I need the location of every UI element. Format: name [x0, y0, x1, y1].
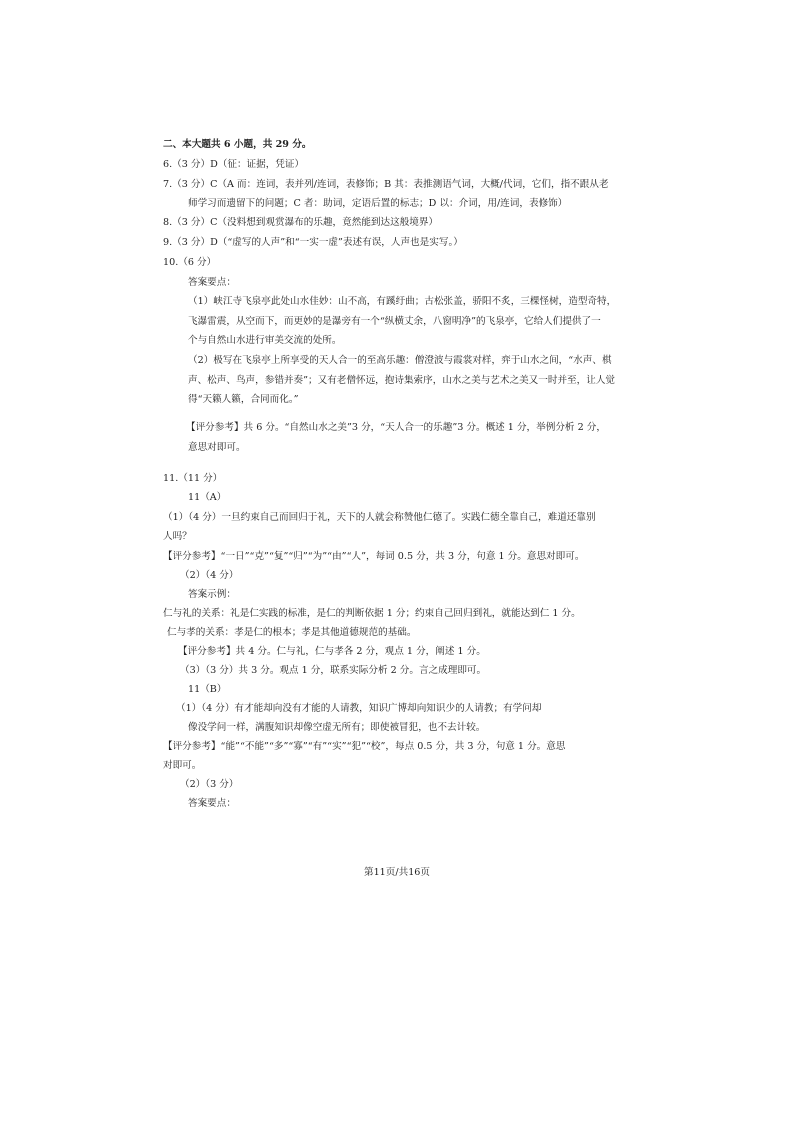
section-heading: 二、本大题共 6 小题，共 29 分。 [163, 139, 312, 150]
answer-11a-2-relation1: 仁与礼的关系：礼是仁实践的标准，是仁的判断依据 1 分；约束自己回归到礼，就能达到仁 1 分。 [163, 608, 581, 619]
answer-10-point2-cont: 声、松声、鸟声，参错并奏”；又有老僧怀远，抱诗集索序，山水之美与艺术之美又一时并至，让人觉 [188, 375, 616, 386]
answer-9: 9.（3 分）D（“虚写的人声”和“一实一虚”表述有误，人声也是实写。） [163, 237, 463, 248]
answer-11b-1: （1）（4 分）有才能却向没有才能的人请教，知识广博却向知识少的人请教；有学问却 [176, 703, 542, 714]
answer-11a: 11（A） [188, 492, 227, 503]
answer-11b-2-label: 答案要点： [188, 798, 236, 809]
answer-11b-2: （2）（3 分） [180, 779, 239, 790]
answer-11a-2: （2）（4 分） [180, 570, 239, 581]
answer-10-scoring-cont: 意思对即可。 [188, 442, 246, 453]
answer-11a-2-label: 答案示例： [188, 589, 236, 600]
answer-10-scoring: 【评分参考】共 6 分。“自然山水之美”3 分，“天人合一的乐趣”3 分。概述 1 分，举例分析 2 分， [186, 422, 606, 433]
answer-11: 11.（11 分） [163, 473, 223, 484]
answer-11b-1-scoring: 【评分参考】“能”“不能”“多”“寡”“有”“实”“犯”“校”，每点 0.5 分，共 3 分，句意 1 分。意思 [163, 741, 566, 752]
answer-7-cont: 师学习而遗留下的问题；C 者：助词，定语后置的标志；D 以：介词，用/连词，表修饰） [188, 198, 568, 209]
answer-8: 8.（3 分）C（没料想到观赏瀑布的乐趣，竟然能到达这般境界） [163, 217, 439, 228]
answer-11a-2-scoring: 【评分参考】共 4 分。仁与礼，仁与孝各 2 分，观点 1 分，阐述 1 分。 [178, 646, 486, 657]
answer-11a-3: （3）（3 分）共 3 分。观点 1 分，联系实际分析 2 分。言之成理即可。 [180, 665, 487, 676]
answer-10-point1-cont: 飞瀑雷震，从空而下，而更妙的是瀑旁有一个“纵横丈余，八窗明净”的飞泉亭，它给人们提供了一 [188, 316, 601, 327]
answer-11b-1-cont: 像没学问一样，满腹知识却像空虚无所有；即使被冒犯，也不去计较。 [188, 722, 486, 733]
answer-10-point1: （1）峡江寺飞泉亭此处山水佳妙：山不高，有蹊纡曲；古松张盖，骄阳不炙，三棵怪树，造型奇特， [188, 296, 617, 307]
answer-7: 7.（3 分）C（A 而：连词，表并列/连词，表修饰；B 其：表推测语气词，大概/代词，它们，指不跟从老 [163, 179, 609, 190]
answer-11b-1-scoring-cont: 对即可。 [163, 760, 202, 771]
answer-10-point2: （2）极写在飞泉亭上所享受的天人合一的至高乐趣：僧澄波与霞裳对样，弈于山水之间，“水声、棋 [188, 355, 612, 366]
answer-11b: 11（B） [188, 684, 227, 695]
answer-10-label: 答案要点： [188, 277, 236, 288]
page-number: 第11页/共16页 [363, 867, 431, 878]
answer-11a-1-cont: 人吗？ [163, 531, 192, 542]
answer-11a-1-scoring: 【评分参考】“一日”“克”“复”“归”“为”“由”“人”，每词 0.5 分，共 3 分，句意 1 分。意思对即可。 [163, 551, 585, 562]
answer-10-point2-cont2: 得“天籁人籁，合同而化。” [188, 394, 299, 405]
answer-10: 10.（6 分） [163, 257, 217, 268]
answer-6: 6.（3 分）D（征：证据，凭证） [163, 159, 305, 170]
answer-10-point1-cont2: 个与自然山水进行审美交流的处所。 [188, 335, 342, 346]
answer-11a-1: （1）（4 分）一旦约束自己而回归于礼，天下的人就会称赞他仁德了。实践仁德全靠自己，难道还靠别 [163, 512, 596, 523]
answer-11a-2-relation2: 仁与孝的关系：孝是仁的根本；孝是其他道德规范的基础。 [167, 627, 417, 638]
